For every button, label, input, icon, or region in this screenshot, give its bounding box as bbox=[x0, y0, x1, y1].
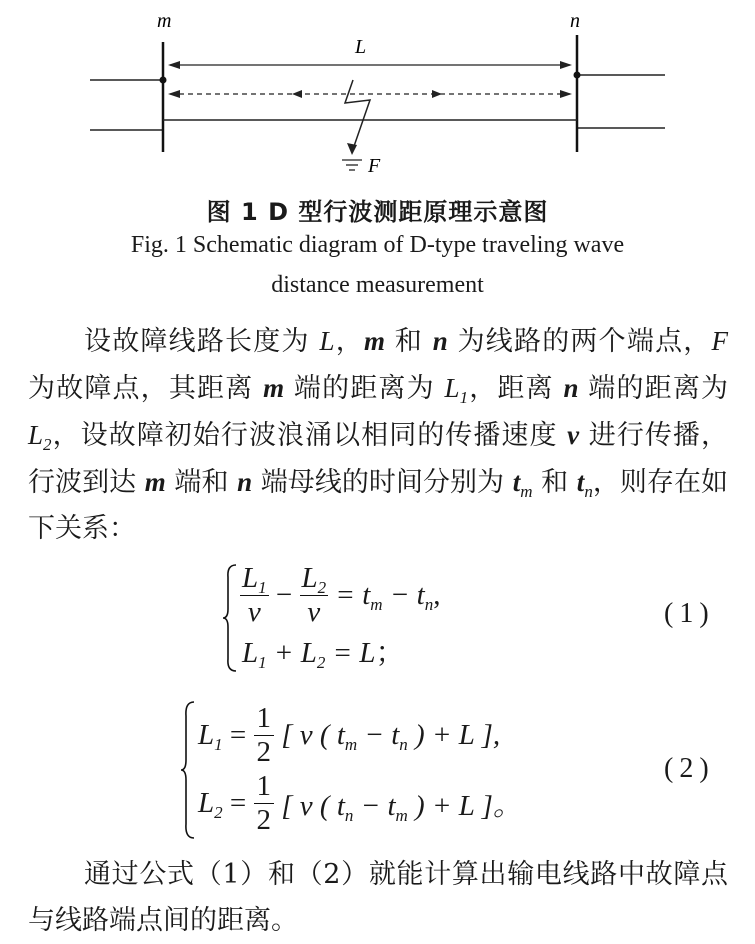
d-type-schematic bbox=[0, 0, 755, 185]
node-n-dot bbox=[574, 72, 581, 79]
fault-label: F bbox=[368, 155, 381, 177]
wave-arrow-right-mid bbox=[432, 90, 442, 98]
equation-2-row-1: $L_1$ = $\frac{1}{2}$ [ v ( $t_m - t_n$ ) + L ], bbox=[198, 702, 501, 768]
figure-caption-cn: 图 1 D 型行波测距原理示意图 bbox=[206, 198, 549, 226]
equation-2-row-2: $L_2$ = $\frac{1}{2}$ [ v ( $t_n - t_m$ ) + L ]。 bbox=[198, 770, 522, 836]
equation-1-number: (1) bbox=[664, 598, 715, 629]
wave-arrow-left-mid bbox=[292, 90, 302, 98]
equation-2-brace bbox=[180, 700, 196, 840]
wave-arrow-left-end bbox=[168, 90, 180, 98]
equation-1-brace bbox=[222, 563, 238, 673]
body-paragraph-2: 通过公式（1）和（2）就能计算出输电线路中故障点与线路端点间的距离。 bbox=[28, 859, 728, 936]
length-arrow-right-head bbox=[560, 61, 572, 69]
length-arrow-left-head bbox=[168, 61, 180, 69]
body-paragraph-1: 设故障线路长度为 L，m 和 n 为线路的两个端点，F 为故障点，其距离 m 端的距离为 $L_1$，距离 n 端的距离为 $L_2$，设故障初始行波浪涌以相同的传播速度 v 进行传播，行波到达 m 端和 n 端母线的时间分别为 $t_m$ 和 $t_n$，则存在如下关系： bbox=[28, 326, 728, 544]
figure-caption-en-line2: distance measurement bbox=[271, 272, 484, 298]
fault-arrow-head bbox=[347, 143, 357, 155]
equation-1-row-1: $\frac{L_1}{v}$ − $\frac{L_2}{v}$ = $t_m - t_n$, bbox=[242, 562, 441, 628]
equation-1-row-2: $L_1 + L_2 = L$； bbox=[242, 637, 405, 672]
equation-2-number: (2) bbox=[664, 753, 715, 784]
figure-caption-en-line1: Fig. 1 Schematic diagram of D-type traveling wave bbox=[130, 232, 625, 258]
node-m-dot bbox=[160, 77, 167, 84]
node-n-label: n bbox=[570, 10, 580, 32]
node-m-label: m bbox=[157, 10, 172, 32]
length-label: L bbox=[355, 36, 367, 58]
fault-lightning-icon bbox=[345, 80, 370, 152]
wave-arrow-right-end bbox=[560, 90, 572, 98]
